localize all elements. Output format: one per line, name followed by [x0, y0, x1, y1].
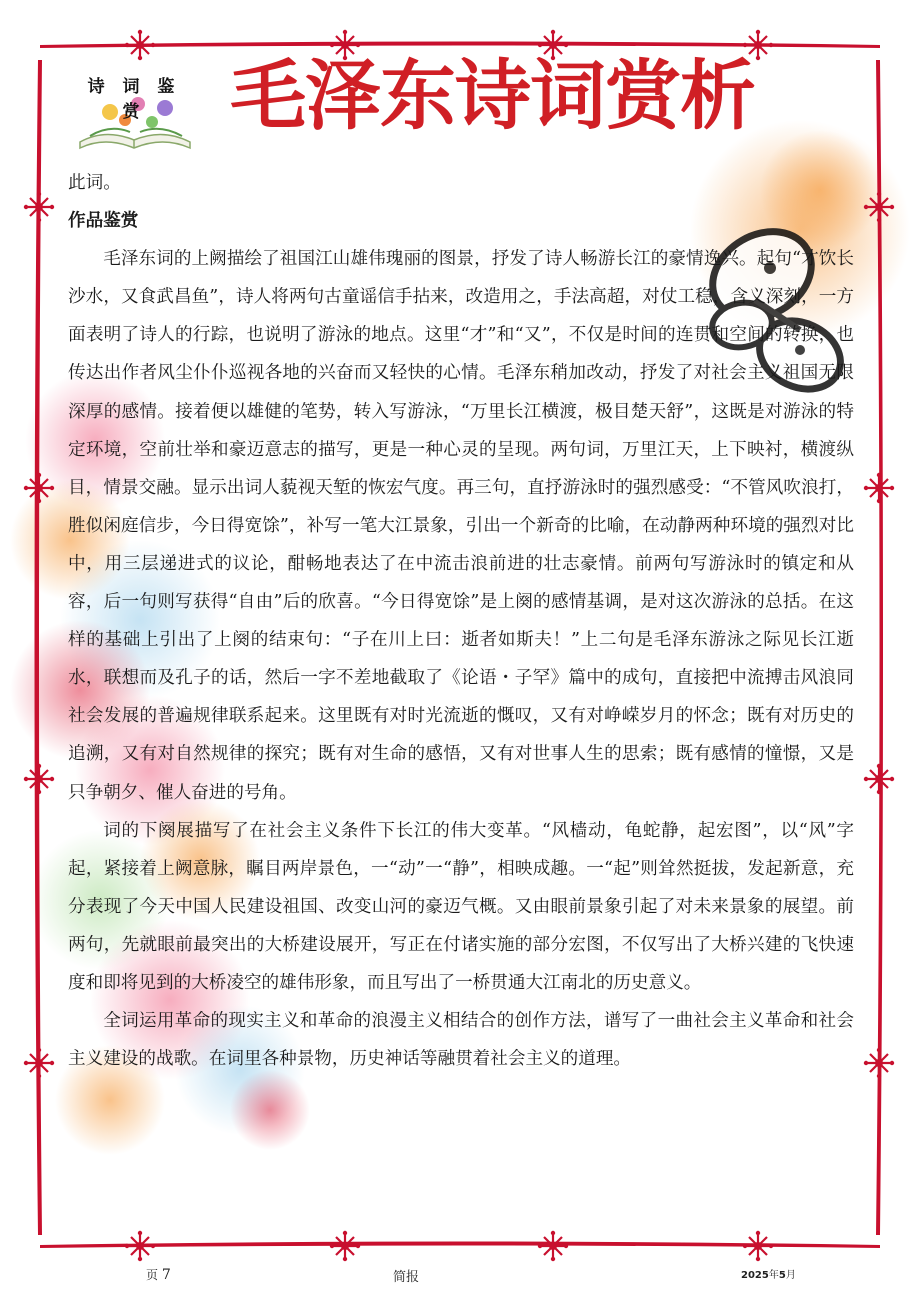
page-label: 页	[146, 1268, 159, 1282]
date-year-unit: 年	[768, 1270, 779, 1281]
paragraph: 毛泽东词的上阙描绘了祖国江山雄伟瑰丽的图景，抒发了诗人畅游长江的豪情逸兴。起句“才饮长沙水，又食武昌鱼”，诗人将两句古童谣信手拈来，改造用之，手法高超，对仗工稳，含义深刻，一方面表明了诗人的行踪，也说明了游泳的地点。这里“才”和“又”，不仅是时间的连贯和空间的转换，也传达出作者风尘仆仆巡视各地的兴奋而又轻快的心情。毛泽东稍加改动，抒发了对社会主义祖国无限深厚的感情。接着便以雄健的笔势，转入写游泳，“万里长江横渡，极目楚天舒”，这既是对游泳的特定环境，空前壮举和豪迈意志的描写，更是一种心灵的呈现。两句词，万里江天，上下映衬，横渡纵目，情景交融。显示出词人藐视天堑的恢宏气度。再三句，直抒游泳时的强烈感受：“不管风吹浪打，胜似闲庭信步，今日得宽馀”，补写一笔大江景象，引出一个新奇的比喻，在动静两种环境的强烈对比中，用三层递进式的议论，酣畅地表达了在中流击浪前进的壮志豪情。前两句写游泳时的镇定和从容，后一句则写获得“自由”后的欣喜。“今日得宽馀”是上阕的感情基调，是对这次游泳的总括。在这样的基础上引出了上阕的结束句：“子在川上曰：逝者如斯夫！”上二句是毛泽东游泳之际见长江逝水，联想而及孔子的话，然后一字不差地截取了《论语・子罕》篇中的成句，直接把中流搏击风浪同社会发展的普遍规律联系起来。这里既有对时光流逝的慨叹，又有对峥嵘岁月的怀念；既有对历史的追溯，又有对自然规律的探究；既有对生命的感悟，又有对世事人生的思索；既有感情的憧憬，又是只争朝夕、催人奋进的号角。	[68, 249, 854, 803]
issue-date	[741, 1266, 796, 1281]
paragraph: 全词运用革命的现实主义和革命的浪漫主义相结合的创作方法，谱写了一曲社会主义革命和社会主义建设的战歌。在词里各种景物，历史神话等融贯着社会主义的道理。	[68, 1011, 854, 1070]
logo-text: 诗 词 鉴 赏	[87, 77, 181, 122]
date-month-unit: 月	[785, 1270, 796, 1281]
page-number-value: 7	[161, 1267, 171, 1283]
page-title: 毛泽东诗词赏析	[230, 51, 755, 140]
date-month: 5	[778, 1270, 786, 1281]
publication-name: 简报	[393, 1270, 420, 1285]
lead-text: 此词。	[68, 173, 121, 193]
section-heading: 作品鉴赏	[68, 211, 139, 232]
page-number	[146, 1266, 171, 1283]
date-year: 2025	[741, 1270, 769, 1281]
poetry-logo	[70, 62, 200, 152]
paragraph: 词的下阕展描写了在社会主义条件下长江的伟大变革。“风樯动，龟蛇静，起宏图”，以“风”字起，紧接着上阙意脉，瞩目两岸景色，一“动”一“静”，相映成趣。一“起”则耸然挺拔，发起新意，充分表现了今天中国人民建设祖国、改变山河的豪迈气概。又由眼前景象引起了对未来景象的展望。前两句，先就眼前最突出的大桥建设展开，写正在付诸实施的部分宏图，不仅写出了大桥兴建的飞快速度和即将见到的大桥凌空的雄伟形象，而且写出了一桥贯通大江南北的历史意义。	[68, 820, 854, 993]
article-body	[68, 164, 854, 1224]
